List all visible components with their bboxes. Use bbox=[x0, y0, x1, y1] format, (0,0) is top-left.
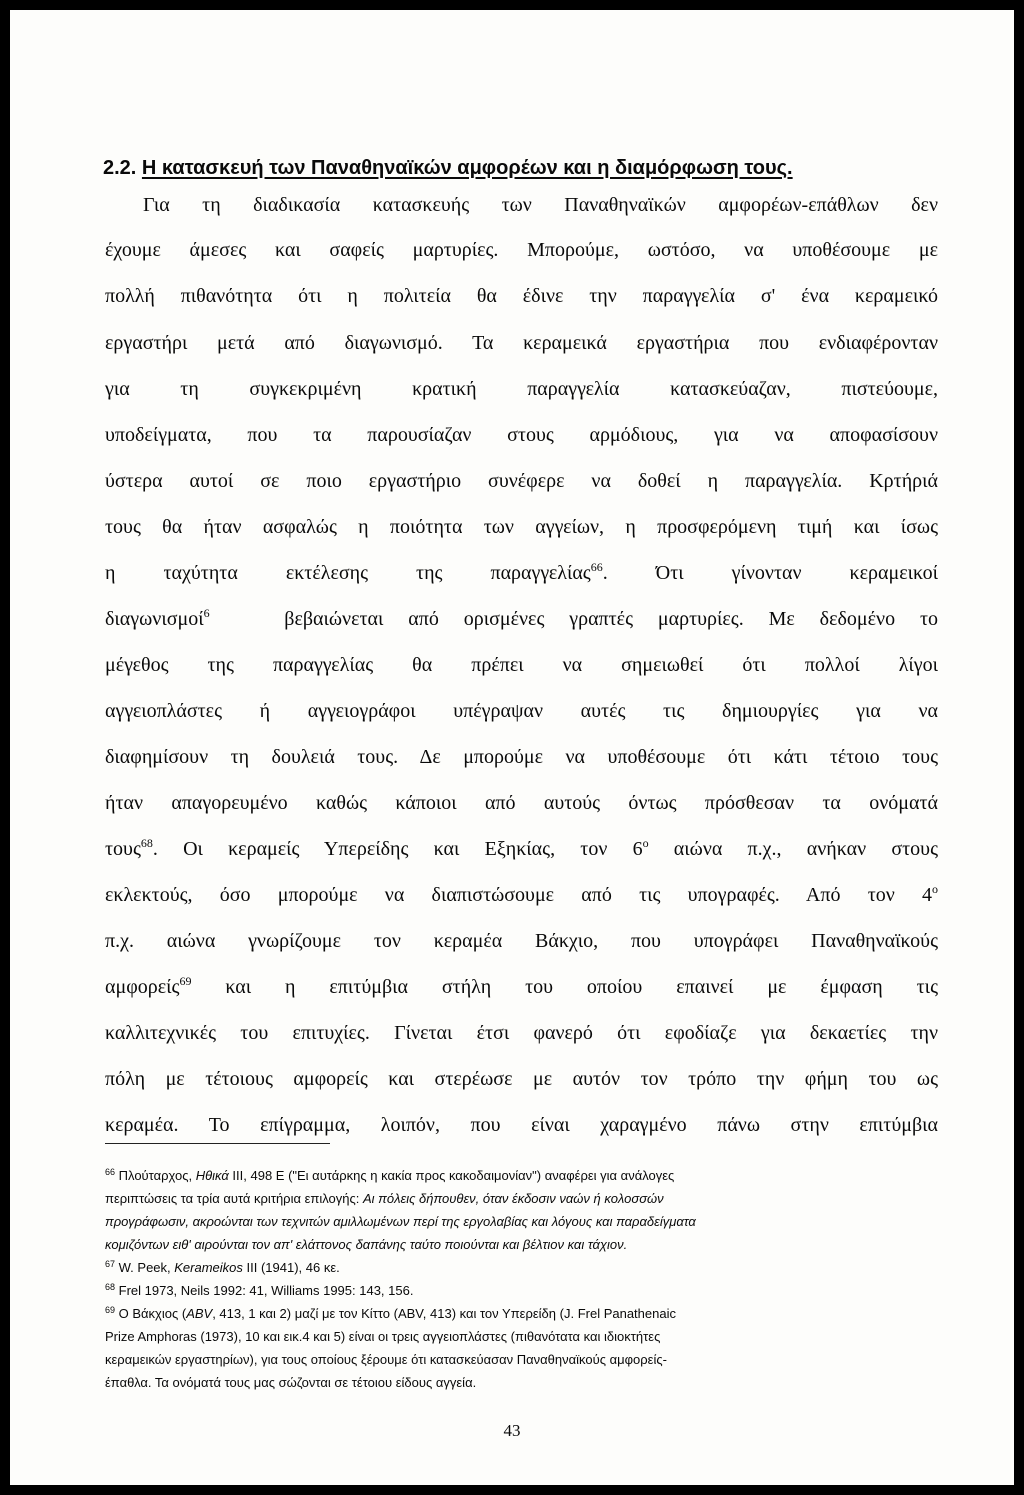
body-line: πολλή πιθανότητα ότι η πολιτεία θα έδινε την παραγγελία σ' ένα κεραμεικό bbox=[105, 285, 938, 307]
footnote-line: έπαθλα. Τα ονόματά τους μας σώζονται σε τέτοιου είδους αγγεία. bbox=[105, 1375, 477, 1390]
footnote-66 bbox=[105, 1167, 938, 1184]
body-line: υποδείγματα, που τα παρουσίαζαν στους αρμόδιους, για να αποφασίσουν bbox=[105, 424, 938, 446]
body-line bbox=[105, 607, 938, 631]
footnote-marker: 68 bbox=[105, 1282, 116, 1292]
body-line: αγγειοπλάστες ή αγγειογράφοι υπέγραψαν αυτές τις δημιουργίες για να bbox=[105, 700, 938, 722]
footnote-ref-68[interactable]: 68 bbox=[140, 836, 153, 850]
footnote-line bbox=[105, 1190, 938, 1207]
body-line: τους θα ήταν ασφαλώς η ποιότητα των αγγείων, η προσφερόμενη τιμή και ίσως bbox=[105, 516, 938, 538]
footnote-line bbox=[105, 1213, 938, 1230]
footnote-ref-69[interactable]: 69 bbox=[179, 974, 192, 988]
footnote-line bbox=[105, 1236, 938, 1253]
footnote-69 bbox=[105, 1305, 938, 1322]
footnote-separator bbox=[105, 1143, 330, 1144]
body-line: Για τη διαδικασία κατασκευής των Παναθηναϊκών αμφορέων-επάθλων δεν bbox=[143, 194, 938, 216]
footnote-68 bbox=[105, 1282, 938, 1299]
footnote-italic: κομιζόντων ειθ' αιρούνται τον απ' ελάττονος δαπάνης ταύτο ποιούνται και βέλτιον και τάχιον. bbox=[105, 1237, 628, 1252]
footnote-italic: Αι πόλεις δήπουθεν, όταν έκδοσιν ναών ή κολοσσών bbox=[363, 1191, 664, 1206]
footnote-marker: 67 bbox=[105, 1259, 116, 1269]
footnote-ref-66[interactable]: 66 bbox=[590, 560, 603, 574]
section-title: Η κατασκευή των Παναθηναϊκών αμφορέων και η διαμόρφωση τους. bbox=[141, 157, 793, 179]
footnote-italic: Kerameikos bbox=[174, 1260, 243, 1275]
footnote-italic: Ηθικά bbox=[195, 1168, 229, 1183]
footnote-marker: 66 bbox=[105, 1167, 116, 1177]
body-text: η ταχύτητα εκτέλεσης της παραγγελίας bbox=[105, 562, 591, 584]
body-line: κεραμέα. Το επίγραμμα, λοιπόν, που είναι χαραγμένο πάνω στην επιτύμβια bbox=[105, 1114, 938, 1136]
body-line: εργαστήρι μετά από διαγωνισμό. Τα κεραμεικά εργαστήρια που ενδιαφέρονταν bbox=[105, 332, 938, 354]
body-line: μέγεθος της παραγγελίας θα πρέπει να σημειωθεί ότι πολλοί λίγοι bbox=[105, 654, 938, 676]
body-text: αμφορείς bbox=[105, 976, 180, 998]
body-line: έχουμε άμεσες και σαφείς μαρτυρίες. Μπορούμε, ωστόσο, να υποθέσουμε με bbox=[105, 239, 938, 261]
body-text: . Οι κεραμείς Υπερείδης και Εξηκίας, τον 6 bbox=[152, 838, 643, 860]
footnote-italic: ABV bbox=[186, 1306, 213, 1321]
body-text: . Ότι γίνονταν κεραμεικοί bbox=[602, 562, 938, 584]
footnote-text: Ο Βάκχιος ( bbox=[115, 1306, 187, 1321]
section-number: 2.2. bbox=[103, 157, 137, 179]
section-heading bbox=[103, 156, 793, 180]
footnote-text: , 413, 1 και 2) μαζί με τον Κίττο (ABV, 413) και τον Υπερείδη (J. Frel Panathenaic bbox=[212, 1306, 676, 1321]
footnote-italic: προγράφωσιν, ακροώνται των τεχνιτών αμιλλωμένων περί της εργολαβίας και λόγους και παραδείγματα bbox=[105, 1214, 696, 1229]
ordinal-marker: o bbox=[642, 836, 649, 850]
document-page bbox=[10, 10, 1014, 1485]
body-line bbox=[105, 883, 938, 907]
body-line bbox=[105, 837, 938, 861]
body-line: π.χ. αιώνα γνωρίζουμε τον κεραμέα Βάκχιο, που υπογράφει Παναθηναϊκούς bbox=[105, 930, 938, 952]
body-line: ύστερα αυτοί σε ποιο εργαστήριο συνέφερε να δοθεί η παραγγελία. Κρτήριά bbox=[105, 470, 938, 492]
body-text: και η επιτύμβια στήλη του οποίου επαινεί με έμφαση τις bbox=[191, 976, 938, 998]
body-line: ήταν απαγορευμένο καθώς κάποιοι από αυτούς όντως πρόσθεσαν τα ονόματά bbox=[105, 792, 938, 814]
ordinal-marker: o bbox=[932, 882, 938, 896]
footnote-ref-6[interactable]: 6 bbox=[203, 606, 210, 620]
body-text: τους bbox=[105, 838, 141, 860]
footnote-marker: 69 bbox=[105, 1305, 116, 1315]
body-line: καλλιτεχνικές του επιτυχίες. Γίνεται έτσι φανερό ότι εφοδίαζε για δεκαετίες την bbox=[105, 1022, 938, 1044]
footnote-67 bbox=[105, 1259, 938, 1276]
body-line: πόλη με τέτοιους αμφορείς και στερέωσε με αυτόν τον τρόπο την φήμη του ως bbox=[105, 1068, 938, 1090]
footnote-text: Πλούταρχος, bbox=[115, 1168, 196, 1183]
footnote-text: III (1941), 46 κε. bbox=[242, 1260, 340, 1275]
body-text: εκλεκτούς, όσο μπορούμε να διαπιστώσουμε από τις υπογραφές. Από τον 4 bbox=[105, 884, 932, 906]
footnote-line: Prize Amphoras (1973), 10 και εικ.4 και 5) είναι οι τρεις αγγειοπλάστες (πιθανότατα και ιδιοκτήτες bbox=[105, 1329, 661, 1344]
body-text: διαγωνισμοί bbox=[105, 608, 204, 630]
body-text: αιώνα π.χ., ανήκαν στους bbox=[648, 838, 938, 860]
body-line bbox=[105, 561, 938, 585]
page-number: 43 bbox=[503, 1421, 521, 1440]
body-line: διαφημίσουν τη δουλειά τους. Δε μπορούμε να υποθέσουμε ότι κάτι τέτοιο τους bbox=[105, 746, 938, 768]
body-line: για τη συγκεκριμένη κρατική παραγγελία κατασκεύαζαν, πιστεύουμε, bbox=[105, 378, 938, 400]
footnote-text: περιπτώσεις τα τρία αυτά κριτήρια επιλογής: bbox=[105, 1191, 363, 1206]
footnote-text: III, 498 Ε ("Ει αυτάρκης η κακία προς κακοδαιμονίαν") αναφέρει για ανάλογες bbox=[228, 1168, 675, 1183]
footnote-text: W. Peek, bbox=[115, 1260, 175, 1275]
footnote-line: κεραμεικών εργαστηρίων), για τους οποίους ξέρουμε ότι κατασκεύασαν Παναθηναϊκούς αμφορείς- bbox=[105, 1352, 667, 1367]
body-line bbox=[105, 975, 938, 999]
body-text: βεβαιώνεται από ορισμένες γραπτές μαρτυρίες. Με δεδομένο το bbox=[284, 608, 938, 630]
footnote-text: Frel 1973, Neils 1992: 41, Williams 1995: 143, 156. bbox=[115, 1283, 414, 1298]
